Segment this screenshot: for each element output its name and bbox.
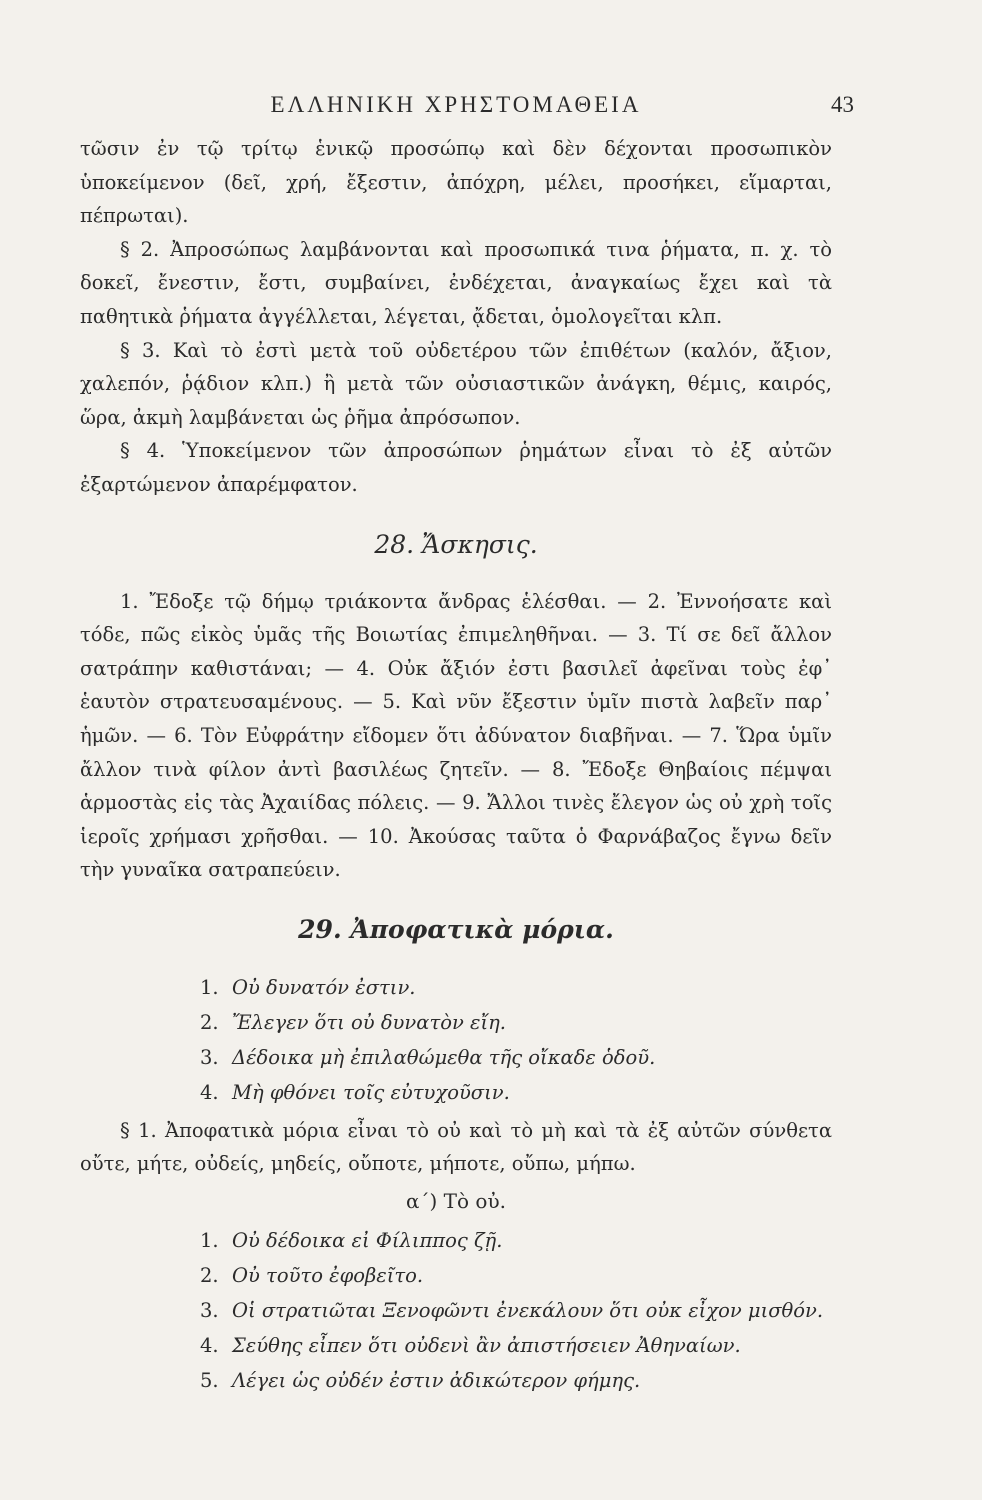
- item-number: 4.: [200, 1080, 219, 1104]
- item-text: Οὐ δυνατόν ἐστιν.: [232, 975, 416, 999]
- list-item: [200, 1258, 832, 1293]
- item-text: Οἱ στρατιῶται Ξενοφῶντι ἐνεκάλουν ὅτι οὐκ εἶχον μισθόν.: [232, 1299, 824, 1323]
- section-29-title: 29. Ἀποφατικὰ μόρια.: [298, 914, 614, 944]
- item-text: Δέδοικα μὴ ἐπιλαθώμεθα τῆς οἴκαδε ὁδοῦ.: [232, 1045, 656, 1069]
- running-title: ΕΛΛΗΝΙΚΗ ΧΡΗΣΤΟΜΑΘΕΙΑ: [270, 92, 642, 117]
- rule-paragraph-2: § 2. Ἀπροσώπως λαμβάνονται καὶ προσωπικά τινα ῥήματα, π. χ. τὸ δοκεῖ, ἔνεστιν, ἔστι, συμβαίνει, ἐνδέχεται, ἀναγκαίως ἔχει καὶ τὰ παθητικὰ ῥήματα ἀγγέλλεται, λέγεται, ᾄδεται, ὁμολογεῖται κλπ.: [80, 237, 832, 328]
- exercise-text: 1. Ἔδοξε τῷ δήμῳ τριάκοντα ἄνδρας ἑλέσθαι. — 2. Ἐννοήσατε καὶ τόδε, πῶς εἰκὸς ὑμᾶς τῆς Βοιωτίας ἐπιμεληθῆναι. — 3. Τί σε δεῖ ἄλλον σατράπην καθιστάναι; — 4. Οὐκ ἄξιόν ἐστι βασιλεῖ ἀφεῖναι τοὺς ἐφ᾽ ἑαυτὸν στρατευσαμένους. — 5. Καὶ νῦν ἔξεστιν ὑμῖν πιστὰ λαβεῖν παρ᾽ ἡμῶν. — 6. Τὸν Εὐφράτην εἴδομεν ὅτι ἀδύνατον διαβῆναι. — 7. Ὥρα ὑμῖν ἄλλον τινὰ φίλον ἀντὶ βασιλέως ζητεῖν. — 8. Ἔδοξε Θηβαίοις πέμψαι ἁρμοστὰς εἰς τὰς Ἀχαιίδας πόλεις. — 9. Ἄλλοι τινὲς ἔλεγον ὡς οὐ χρὴ τοῖς ἱεροῖς χρήμασι χρῆσθαι. — 10. Ἀκούσας ταῦτα ὁ Φαρνάβαζος ἔγνω δεῖν τὴν γυναῖκα σατραπεύειν.: [80, 589, 832, 882]
- page-number: 43: [831, 92, 854, 117]
- rule-paragraph-3: § 3. Καὶ τὸ ἐστὶ μετὰ τοῦ οὐδετέρου τῶν ἐπιθέτων (καλόν, ἄξιον, χαλεπόν, ῥᾴδιον κλπ.) ἢ μετὰ τῶν οὐσιαστικῶν ἀνάγκη, θέμις, καιρός, ὥρα, ἀκμὴ λαμβάνεται ὡς ῥῆμα ἀπρόσωπον.: [80, 338, 832, 429]
- list-item: [200, 1075, 832, 1110]
- intro-continuation: τῶσιν ἐν τῷ τρίτῳ ἑνικῷ προσώπῳ καὶ δὲν δέχονται προσωπικὸν ὑποκείμενον (δεῖ, χρή, ἔξεστιν, ἀπόχρη, μέλει, προσήκει, εἵμαρται, πέπρωται).: [80, 137, 832, 228]
- item-number: 5.: [200, 1369, 219, 1393]
- item-number: 2.: [200, 1264, 219, 1288]
- running-header: [80, 92, 854, 132]
- rule-paragraph-29-1: § 1. Ἀποφατικὰ μόρια εἶναι τὸ οὐ καὶ τὸ μὴ καὶ τὰ ἐξ αὐτῶν σύνθετα οὔτε, μήτε, οὐδείς, μηδείς, οὔποτε, μήποτε, οὔπω, μήπω.: [80, 1118, 832, 1176]
- ou-examples: [80, 1223, 832, 1398]
- list-item: [200, 1363, 832, 1398]
- item-number: 1.: [200, 975, 219, 999]
- list-item: [200, 1040, 832, 1075]
- rule-paragraph-4: § 4. Ὑποκείμενον τῶν ἀπροσώπων ῥημάτων εἶναι τὸ ἐξ αὐτῶν ἐξαρτώμενον ἀπαρέμφατον.: [80, 439, 832, 496]
- item-text: Οὐ τοῦτο ἐφοβεῖτο.: [232, 1264, 424, 1288]
- item-number: 2.: [200, 1010, 219, 1034]
- list-item: [200, 1328, 832, 1363]
- list-item: [200, 1293, 832, 1328]
- list-item: [200, 1223, 832, 1258]
- item-text: Λέγει ὡς οὐδέν ἐστιν ἀδικώτερον φήμης.: [232, 1369, 641, 1393]
- item-text: Σεύθης εἶπεν ὅτι οὐδενὶ ἂν ἀπιστήσειεν Ἀθηναίων.: [232, 1334, 741, 1358]
- list-item: [200, 970, 832, 1005]
- item-number: 3.: [200, 1045, 219, 1069]
- subheading-ou: α΄) Τὸ οὐ.: [406, 1189, 506, 1214]
- item-number: 4.: [200, 1334, 219, 1358]
- item-text: Οὐ δέδοικα εἰ Φίλιππος ζῇ.: [232, 1229, 503, 1253]
- item-text: Ἔλεγεν ὅτι οὐ δυνατὸν εἴη.: [232, 1010, 507, 1034]
- negative-particles-examples: [80, 970, 832, 1110]
- section-28-title: 28. Ἄσκησις.: [374, 529, 538, 559]
- item-text: Μὴ φθόνει τοῖς εὐτυχοῦσιν.: [232, 1080, 510, 1104]
- item-number: 1.: [200, 1229, 219, 1253]
- list-item: [200, 1005, 832, 1040]
- item-number: 3.: [200, 1299, 219, 1323]
